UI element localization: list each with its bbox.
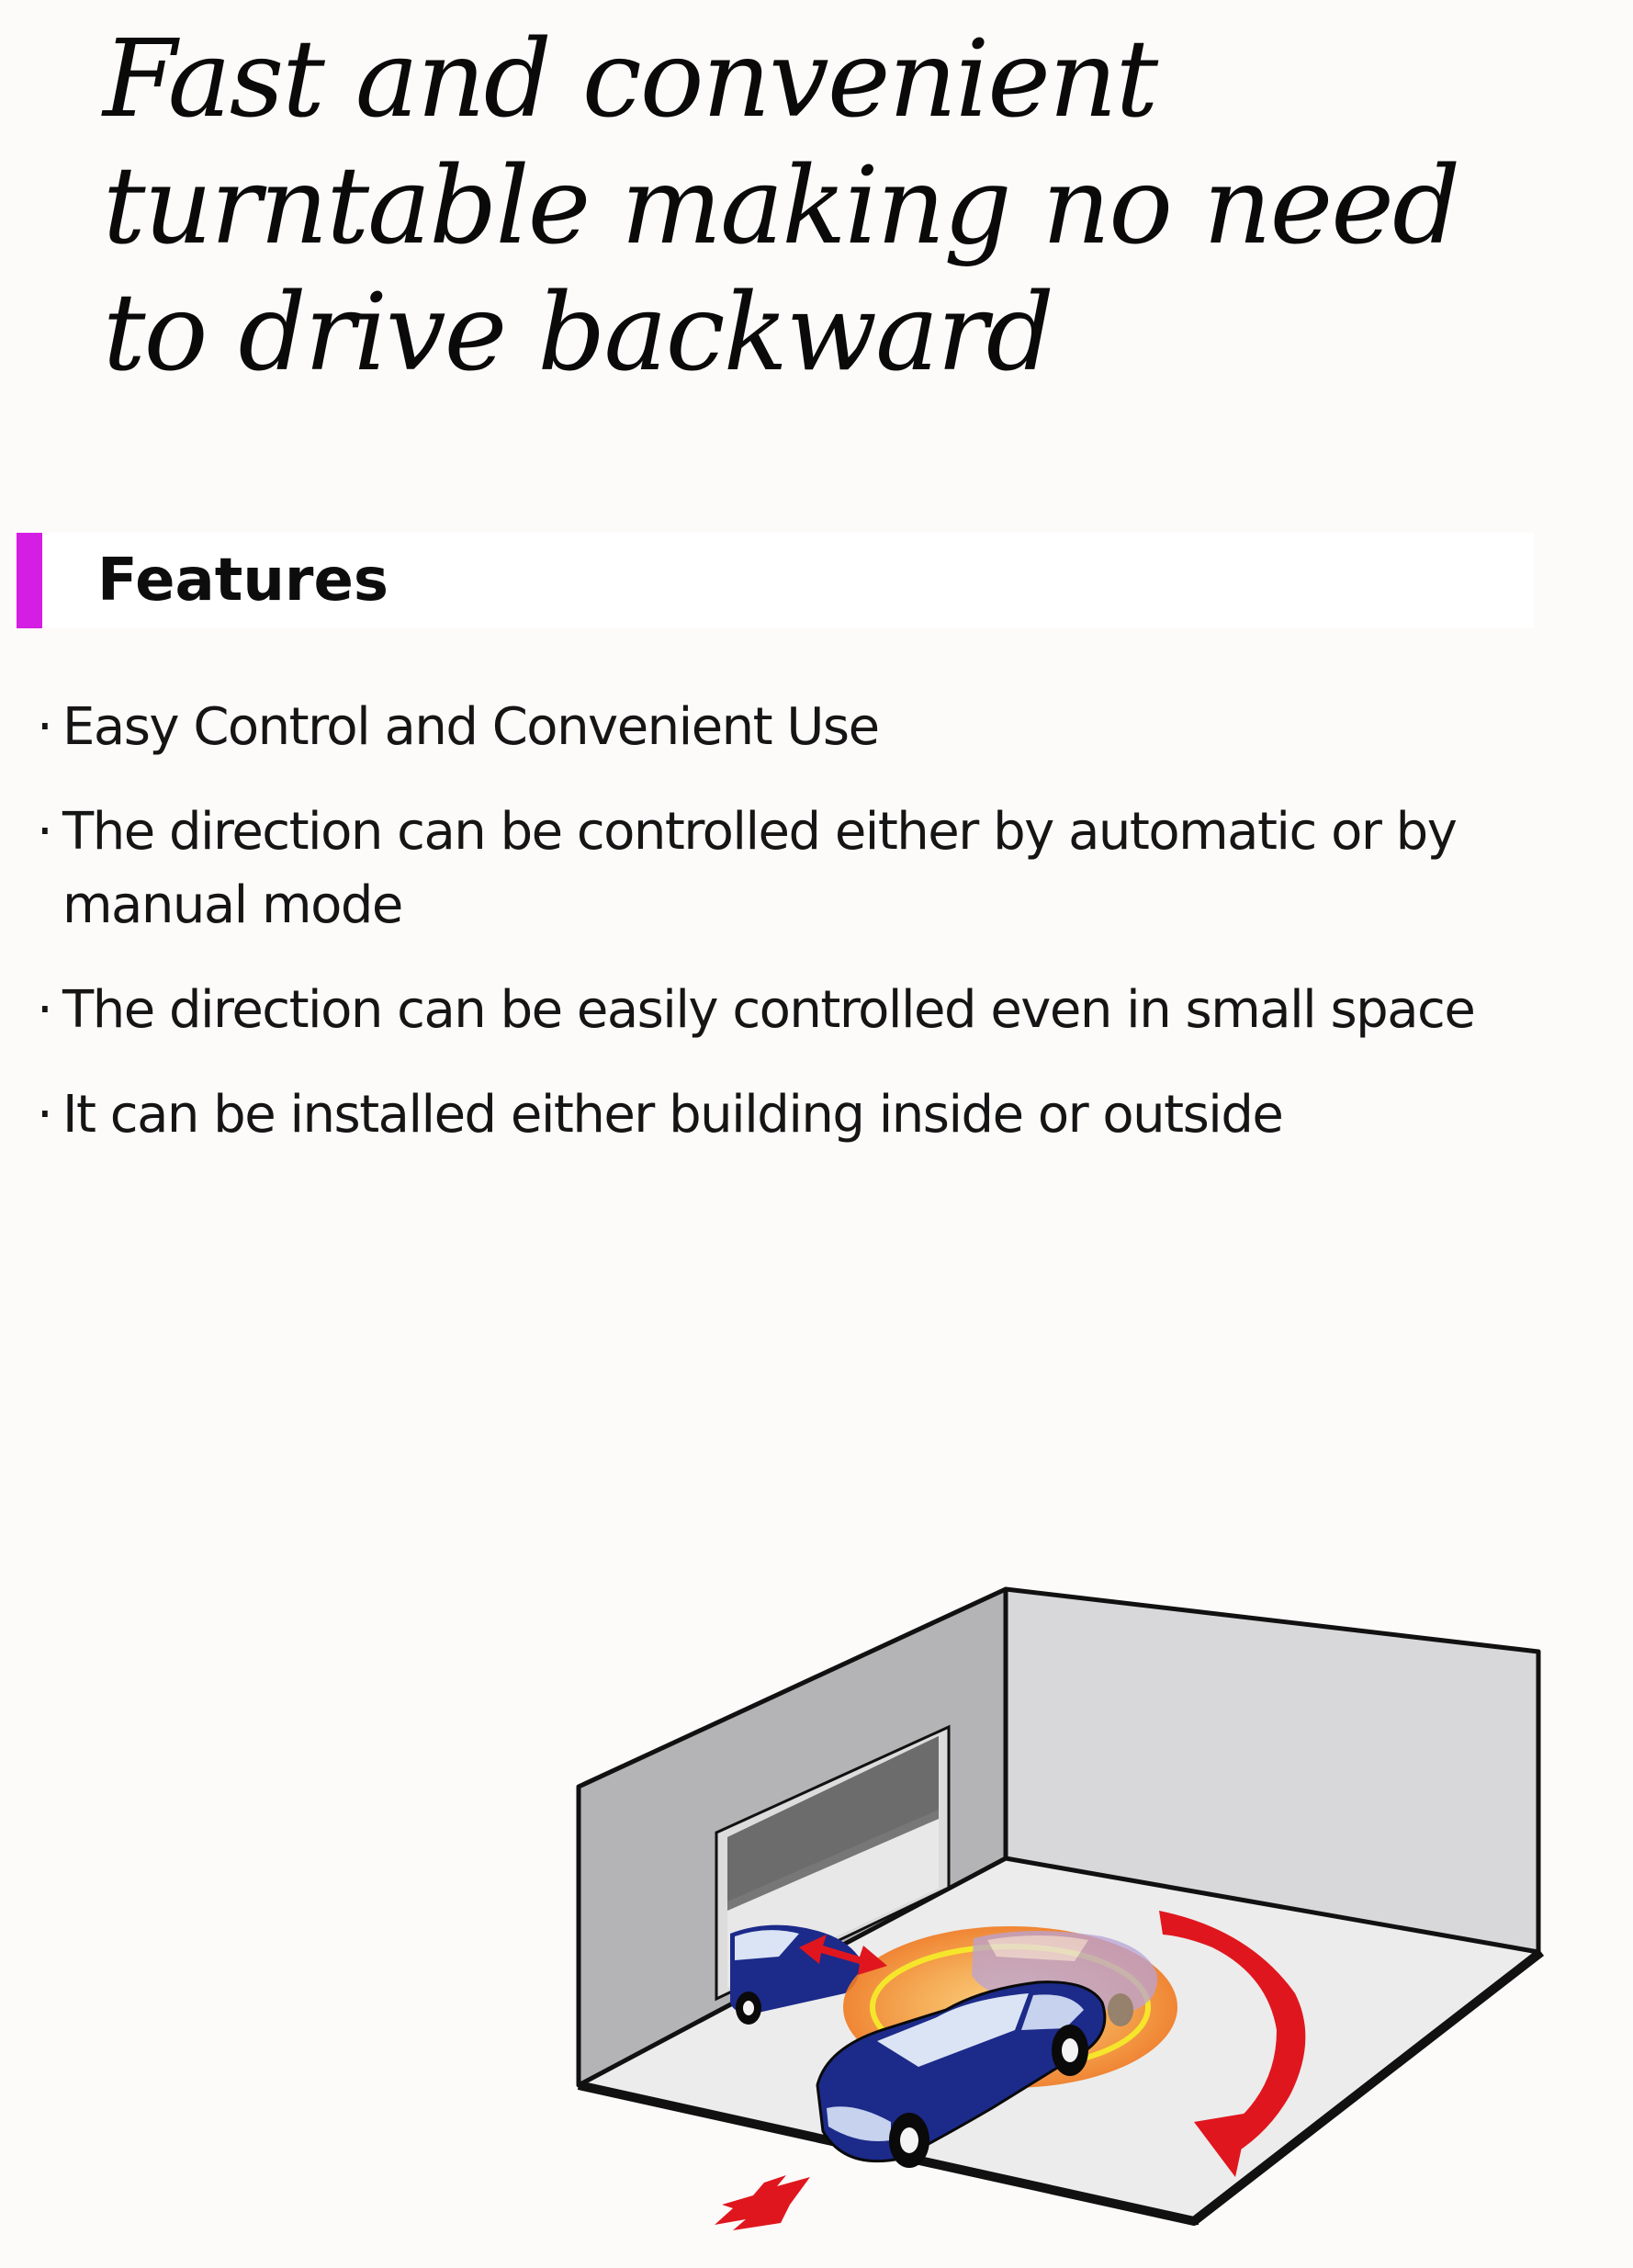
page-title: Fast and convenient turntable making no need to drive backward — [103, 17, 1459, 395]
garage-turntable-illustration — [551, 1571, 1561, 2251]
feature-text: The direction can be controlled either by automatic or by manual mode — [62, 802, 1457, 935]
feature-item — [37, 974, 1616, 1047]
feature-item — [37, 691, 1616, 764]
bullet-icon: · — [37, 697, 52, 757]
feature-item — [37, 795, 1616, 942]
bullet-icon: · — [37, 802, 52, 862]
section-title: Features — [97, 547, 389, 615]
features-section-header — [17, 533, 1534, 628]
feature-text: It can be installed either building inside or outside — [62, 1085, 1283, 1145]
bullet-icon: · — [37, 980, 52, 1040]
feature-list — [37, 691, 1616, 1183]
bullet-icon: · — [37, 1085, 52, 1145]
feature-text: The direction can be easily controlled even in small space — [62, 980, 1475, 1040]
feature-item — [37, 1078, 1616, 1152]
feature-text: Easy Control and Convenient Use — [62, 697, 879, 757]
section-accent-bar — [17, 533, 42, 628]
